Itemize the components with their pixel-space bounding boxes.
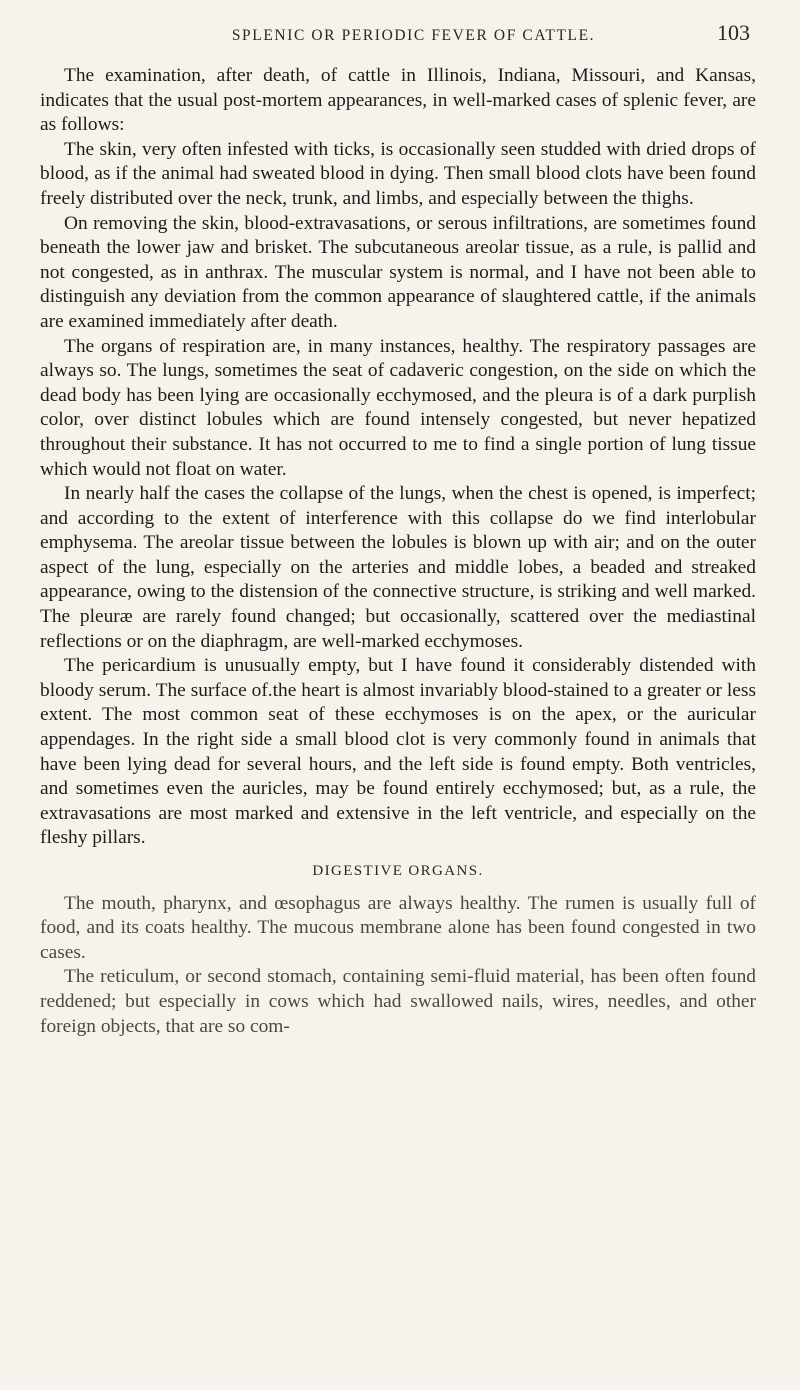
paragraph-skin: The skin, very often infested with ticks, is occasionally seen studded with dried drops of blood, as if the animal had sweated blood in dying. Then small blood clots have been found freely distributed over the neck, trunk, and limbs, and especially between the thighs.	[40, 138, 756, 209]
page-number: 103	[717, 20, 750, 45]
paragraph-subcutaneous: On removing the skin, blood-extravasations, or serous infiltrations, are sometimes found beneath the lower jaw and brisket. The subcutaneous areolar tissue, as a rule, is pallid and not congested, as in anthrax. The muscular system is normal, and I have not been able to distinguish any deviation from the common appearance of slaughtered cattle, if the animals are examined immediately after death.	[40, 212, 756, 332]
paragraph-respiration: The organs of respiration are, in many instances, healthy. The respiratory passages are always so. The lungs, sometimes the seat of cadaveric congestion, on the side on which the dead body has been lying are occasionally ecchymosed, and the pleura is of a dark purplish color, over distinct lobules which are found intensely congested, but never hepatized throughout their substance. It has not occurred to me to find a single portion of lung tissue which would not float on water.	[40, 335, 756, 480]
running-header	[40, 20, 756, 64]
paragraph-intro: The examination, after death, of cattle in Illinois, Indiana, Missouri, and Kansas, indicates that the usual post-mortem appearances, in well-marked cases of splenic fever, are as follows:	[40, 65, 756, 136]
section-heading: DIGESTIVE ORGANS.	[312, 863, 484, 879]
paragraph-mouth: The mouth, pharynx, and œsophagus are always healthy. The rumen is usually full of food, and its coats healthy. The mucous membrane alone has been found congested in two cases.	[40, 892, 756, 963]
running-title: SPLENIC OR PERIODIC FEVER OF CATTLE.	[231, 27, 596, 44]
body-text	[40, 64, 756, 1039]
paragraph-reticulum: The reticulum, or second stomach, containing semi-fluid material, has been often found reddened; but especially in cows which had swallowed nails, wires, needles, and other foreign objects, that are so com-	[40, 966, 756, 1037]
paragraph-lung-collapse: In nearly half the cases the collapse of the lungs, when the chest is opened, is imperfect; and according to the extent of interference with this collapse do we find interlobular emphysema. The areolar tissue between the lobules is blown up with air; and on the outer aspect of the lung, especially on the arteries and middle lobes, a beaded and streaked appearance, owing to the distension of the connective structure, is striking and well marked. The pleuræ are rarely found changed; but occasionally, scattered over the mediastinal reflections or on the diaphragm, are well-marked ecchymoses.	[40, 483, 756, 652]
paragraph-pericardium: The pericardium is unusually empty, but I have found it considerably distended with bloody serum. The surface of.the heart is almost invariably blood-stained to a greater or less extent. The most common seat of these ecchymoses is on the apex, or the auricular appendages. In the right side a small blood clot is very commonly found in animals that have been lying dead for several hours, and the left side is found empty. Both ventricles, and sometimes even the auricles, may be found entirely ecchymosed; but, as a rule, the extravasations are most marked and extensive in the left ventricle, and especially on the fleshy pillars.	[40, 655, 756, 849]
